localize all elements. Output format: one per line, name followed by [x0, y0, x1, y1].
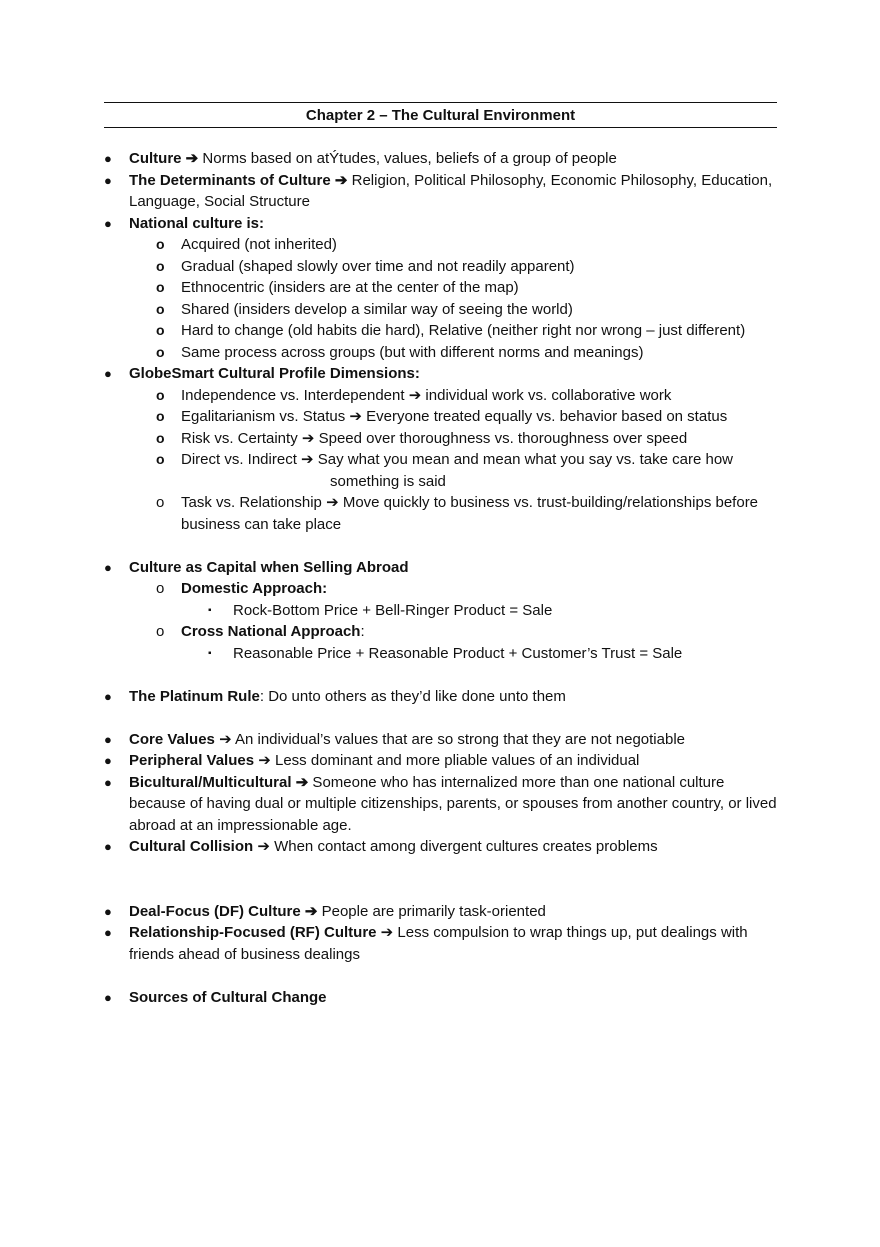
- sub-item: [104, 320, 784, 342]
- definition: Less dominant and more pliable values of an individual: [270, 752, 640, 769]
- arrow-icon: ➔: [301, 451, 314, 468]
- dimension: Independence vs. Interdependent: [181, 386, 405, 404]
- sub-item-text: Shared (insiders develop a similar way of seeing the world): [181, 300, 573, 318]
- definition: Someone who has internalized more than one national culture because of having dual or multiple citizenships, parents, or spouses from another country, or lived abroad at an impressionable age.: [129, 773, 777, 834]
- term: Bicultural/Multicultural: [129, 773, 292, 791]
- dimension-desc: Move quickly to business vs. trust-building/relationships before business can take place: [181, 494, 759, 533]
- dimension-desc: individual work vs. collaborative work: [421, 386, 672, 404]
- circle-bullet-icon: o: [156, 494, 165, 511]
- sub-item: [104, 385, 784, 407]
- bullet-icon: ●: [104, 925, 112, 940]
- bullet-icon: ●: [104, 731, 112, 747]
- list-item-core-values: [104, 729, 784, 751]
- arrow-icon: ➔: [334, 171, 348, 189]
- bullet-icon: ●: [104, 151, 112, 166]
- bullet-icon: ●: [104, 215, 112, 231]
- dimension: Egalitarianism vs. Status: [181, 408, 346, 425]
- bullet-icon: ●: [104, 688, 112, 704]
- term: Culture: [129, 150, 182, 167]
- dimension: Task vs. Relationship: [181, 494, 322, 511]
- spacer: [104, 664, 784, 686]
- list-item-determinants: [104, 170, 784, 213]
- arrow-icon: ➔: [408, 386, 422, 404]
- bullet-icon: ●: [104, 753, 112, 768]
- list-item-platinum: [104, 686, 784, 708]
- arrow-icon: ➔: [219, 730, 232, 748]
- circle-bullet-icon: o: [156, 623, 165, 640]
- term: GlobeSmart Cultural Profile Dimensions:: [129, 365, 420, 382]
- sub-item-text: Hard to change (old habits die hard), Relative (neither right nor wrong – just different): [181, 322, 746, 339]
- circle-bullet-icon: o: [156, 408, 165, 424]
- circle-bullet-icon: o: [156, 300, 165, 317]
- term: Culture as Capital when Selling Abroad: [129, 558, 409, 576]
- equation: Rock-Bottom Price + Bell-Ringer Product = Sale: [233, 601, 553, 619]
- sub-item-text: Gradual (shaped slowly over time and not readily apparent): [181, 257, 575, 275]
- sub-item: [104, 299, 784, 321]
- arrow-icon: ➔: [304, 902, 318, 920]
- list-item-relationship-focused: [104, 922, 784, 965]
- sub-item: [104, 277, 784, 299]
- circle-bullet-icon: o: [156, 322, 165, 338]
- equation: Reasonable Price + Reasonable Product + Customer’s Trust = Sale: [233, 644, 683, 662]
- term: Deal-Focus (DF) Culture: [129, 902, 301, 920]
- square-bullet-icon: ▪: [208, 604, 212, 616]
- circle-bullet-icon: o: [156, 580, 165, 597]
- circle-bullet-icon: o: [156, 343, 165, 360]
- bullet-icon: ●: [104, 903, 112, 919]
- circle-bullet-icon: o: [156, 279, 165, 295]
- bullet-icon: ●: [104, 839, 112, 854]
- definition: Norms based on atÝtudes, values, beliefs of a group of people: [198, 150, 617, 167]
- definition: : Do unto others as they’d like done unto them: [259, 687, 566, 705]
- bullet-icon: ●: [104, 989, 112, 1005]
- arrow-icon: ➔: [257, 838, 270, 855]
- dimension: Direct vs. Indirect: [181, 451, 297, 468]
- circle-bullet-icon: o: [156, 386, 165, 403]
- arrow-icon: ➔: [295, 773, 309, 791]
- dimension-desc: Everyone treated equally vs. behavior based on status: [361, 408, 728, 425]
- circle-bullet-icon: o: [156, 429, 165, 446]
- dimension: Risk vs. Certainty: [181, 429, 298, 447]
- arrow-icon: ➔: [185, 150, 199, 167]
- circle-bullet-icon: o: [156, 236, 165, 252]
- term: Core Values: [129, 730, 215, 748]
- dimension-desc-continued: something is said: [330, 472, 446, 490]
- definition: People are primarily task-oriented: [317, 902, 546, 920]
- arrow-icon: ➔: [301, 429, 315, 447]
- arrow-icon: ➔: [380, 924, 394, 941]
- sub-item: [104, 342, 784, 364]
- term: National culture is:: [129, 214, 265, 232]
- term: Relationship-Focused (RF) Culture: [129, 924, 377, 941]
- sub-item: [104, 449, 784, 492]
- list-item-national-culture: [104, 213, 784, 235]
- list-item-collision: [104, 836, 784, 858]
- bullet-icon: ●: [104, 366, 112, 381]
- bullet-icon: ●: [104, 559, 112, 575]
- list-item-peripheral-values: [104, 750, 784, 772]
- sub-item: [104, 234, 784, 256]
- arrow-icon: ➔: [258, 752, 271, 769]
- page-title: Chapter 2 – The Cultural Environment: [305, 107, 576, 124]
- list-item-globesmart: [104, 363, 784, 385]
- spacer: [104, 707, 784, 729]
- bullet-icon: ●: [104, 774, 112, 790]
- approach-label: Cross National Approach: [181, 623, 361, 640]
- sub-item: [104, 256, 784, 278]
- definition: An individual’s values that are so strong that they are not negotiable: [231, 730, 685, 748]
- square-bullet-icon: ▪: [208, 647, 212, 659]
- sub-sub-item: [104, 600, 784, 622]
- dimension-desc: Speed over thoroughness vs. thoroughness over speed: [314, 429, 688, 447]
- colon: :: [360, 623, 365, 640]
- definition: When contact among divergent cultures creates problems: [269, 838, 658, 855]
- circle-bullet-icon: o: [156, 451, 165, 467]
- sub-item: [104, 578, 784, 600]
- sub-item: [104, 492, 784, 535]
- sub-item: [104, 428, 784, 450]
- term: Cultural Collision: [129, 838, 254, 855]
- bullet-icon: ●: [104, 172, 112, 188]
- term: Sources of Cultural Change: [129, 988, 327, 1006]
- sub-item-text: Acquired (not inherited): [181, 236, 337, 253]
- list-item-bicultural: [104, 772, 784, 837]
- arrow-icon: ➔: [326, 494, 339, 511]
- sub-sub-item: [104, 643, 784, 665]
- approach-label: Domestic Approach:: [181, 580, 328, 597]
- definition: Less compulsion to wrap things up, put dealings with friends ahead of business dealings: [129, 924, 748, 963]
- list-item-capital: [104, 557, 784, 579]
- list-item-culture: [104, 148, 784, 170]
- term: The Platinum Rule: [129, 687, 260, 705]
- sub-item: [104, 406, 784, 428]
- title-band: [104, 102, 777, 128]
- circle-bullet-icon: o: [156, 257, 165, 274]
- sub-item: [104, 621, 784, 643]
- sub-item-text: Ethnocentric (insiders are at the center of the map): [181, 279, 519, 296]
- sub-item-text: Same process across groups (but with different norms and meanings): [181, 343, 644, 361]
- notes-body: [104, 148, 784, 1008]
- list-item-deal-focus: [104, 901, 784, 923]
- term: The Determinants of Culture: [129, 171, 331, 189]
- spacer: [104, 965, 784, 987]
- spacer: [104, 858, 784, 901]
- definition: Religion, Political Philosophy, Economic Philosophy, Education, Language, Social Structure: [129, 171, 773, 210]
- spacer: [104, 535, 784, 557]
- arrow-icon: ➔: [349, 408, 362, 425]
- term: Peripheral Values: [129, 752, 255, 769]
- dimension-desc: Say what you mean and mean what you say vs. take care how: [313, 451, 734, 468]
- list-item-sources: [104, 987, 784, 1009]
